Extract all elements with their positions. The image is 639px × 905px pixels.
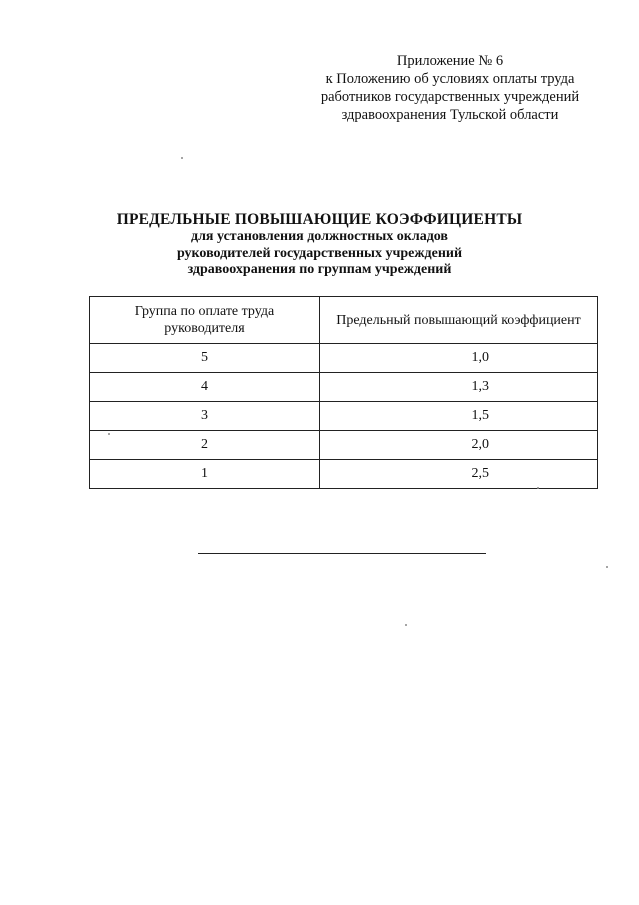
closing-divider: [198, 553, 486, 554]
scan-speck: [537, 487, 539, 489]
document-subtitle-line-3: здравоохранения по группам учреждений: [187, 262, 452, 277]
scan-speck: [181, 157, 183, 159]
coefficient-cell: 2,5: [320, 460, 598, 489]
header-group-line-2: руководителя: [164, 321, 245, 336]
group-cell: 3: [90, 402, 320, 431]
group-cell: 4: [90, 373, 320, 402]
appendix-number: Приложение № 6: [396, 53, 504, 69]
header-coefficient: Предельный повышающий коэффициент: [320, 297, 598, 344]
appendix-reference-line-1: к Положению об условиях оплаты труда: [325, 71, 575, 87]
coefficient-cell: 1,3: [320, 373, 598, 402]
table-header-row: [90, 297, 598, 344]
group-cell: 1: [90, 460, 320, 489]
document-subtitle-line-1: для установления должностных окладов: [191, 229, 448, 244]
scan-speck: [606, 566, 608, 568]
header-group: [90, 297, 320, 344]
scan-speck: [108, 433, 110, 435]
appendix-reference-line-3: здравоохранения Тульской области: [341, 107, 559, 123]
table-row: [90, 431, 598, 460]
coefficient-cell: 2,0: [320, 431, 598, 460]
coefficient-table: [89, 296, 598, 489]
document-heading: [0, 210, 639, 279]
group-cell: 5: [90, 344, 320, 373]
coefficient-cell: 1,0: [320, 344, 598, 373]
document-subtitle-line-2: руководителей государственных учреждений: [176, 245, 463, 261]
table-row: [90, 402, 598, 431]
coefficient-cell: 1,5: [320, 402, 598, 431]
table-row: [90, 344, 598, 373]
table-row: [90, 460, 598, 489]
appendix-reference-line-2: работников государственных учреждений: [320, 89, 580, 105]
group-cell: 2: [90, 431, 320, 460]
table-row: [90, 373, 598, 402]
document-title: ПРЕДЕЛЬНЫЕ ПОВЫШАЮЩИЕ КОЭФФИЦИЕНТЫ: [116, 211, 523, 228]
scan-speck: [405, 624, 407, 626]
header-group-line-1: Группа по оплате труда: [134, 304, 275, 319]
appendix-header: [300, 52, 600, 124]
